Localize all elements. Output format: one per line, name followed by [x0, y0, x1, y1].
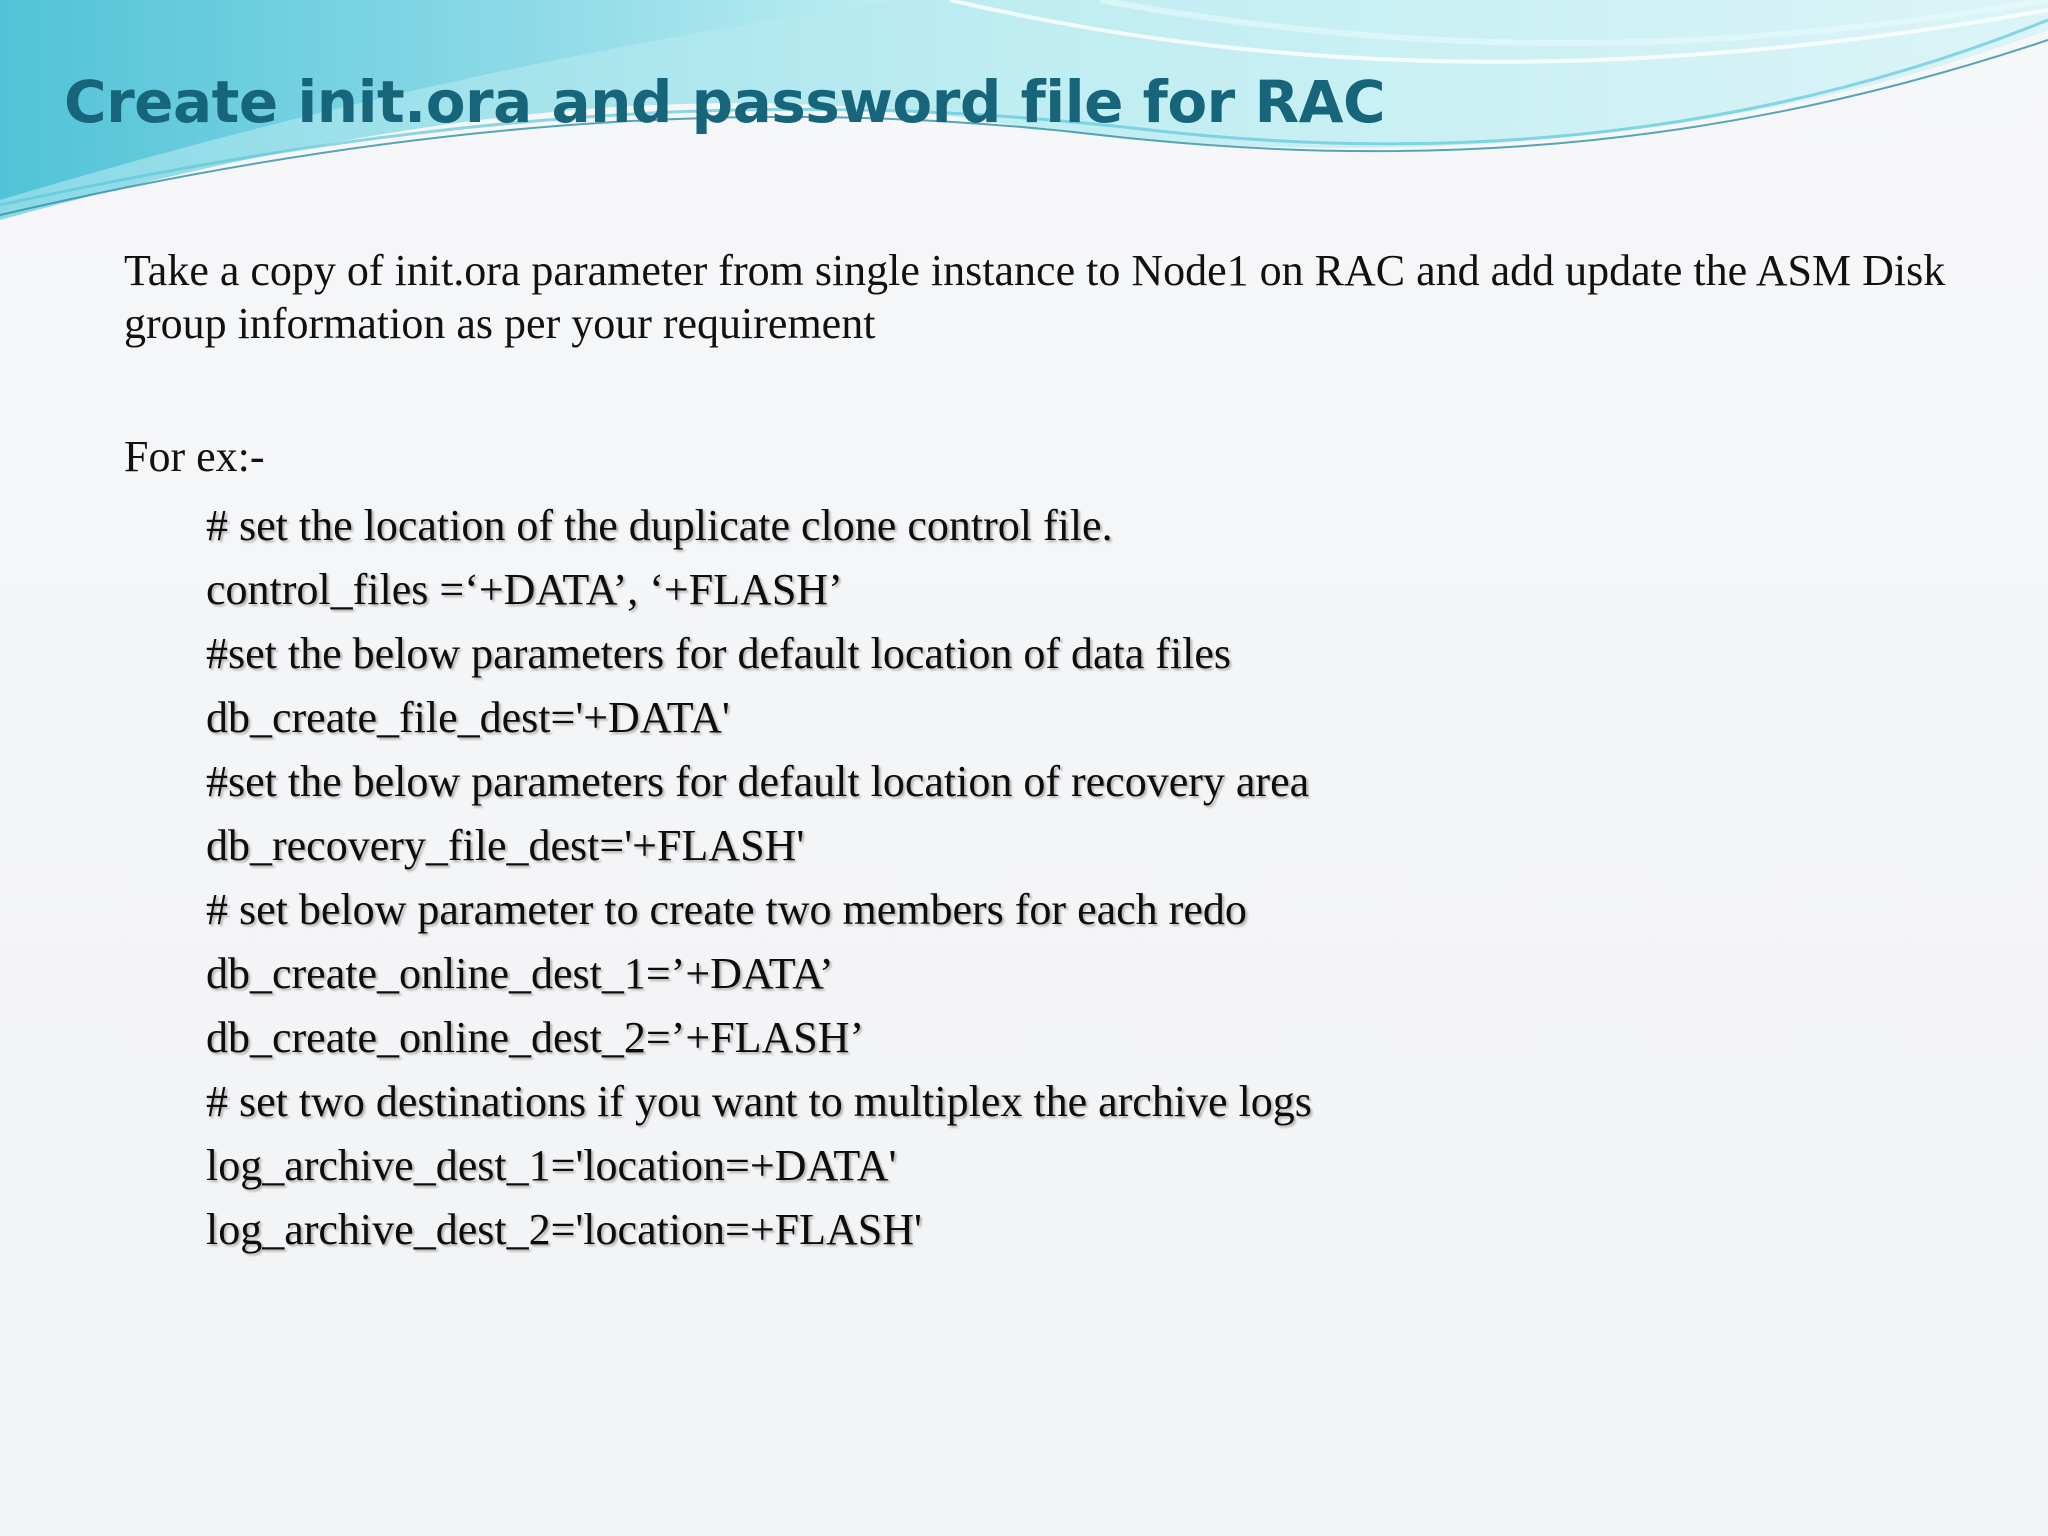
parameter-list	[206, 494, 1312, 1262]
list-item: # set below parameter to create two members for each redo	[206, 885, 1247, 934]
list-item: log_archive_dest_2='location=+FLASH'	[206, 1205, 922, 1254]
list-item: # set two destinations if you want to multiplex the archive logs	[206, 1077, 1312, 1126]
example-label: For ex:-	[124, 432, 265, 481]
list-item: db_create_online_dest_1=’+DATA’	[206, 949, 834, 998]
list-item: db_recovery_file_dest='+FLASH'	[206, 821, 805, 870]
slide-title: Create init.ora and password file for RAC	[64, 68, 1386, 136]
list-item: db_create_online_dest_2=’+FLASH’	[206, 1013, 865, 1062]
list-item: control_files =‘+DATA’, ‘+FLASH’	[206, 565, 843, 614]
list-item: #set the below parameters for default location of recovery area	[206, 757, 1310, 806]
list-item: # set the location of the duplicate clone control file.	[206, 501, 1113, 550]
list-item: db_create_file_dest='+DATA'	[206, 693, 730, 742]
list-item: log_archive_dest_1='location=+DATA'	[206, 1141, 897, 1190]
list-item: #set the below parameters for default location of data files	[206, 629, 1232, 678]
slide-content	[124, 244, 1984, 1254]
intro-paragraph: Take a copy of init.ora parameter from single instance to Node1 on RAC and add update the ASM Disk group information as per your requirement	[124, 246, 1946, 348]
